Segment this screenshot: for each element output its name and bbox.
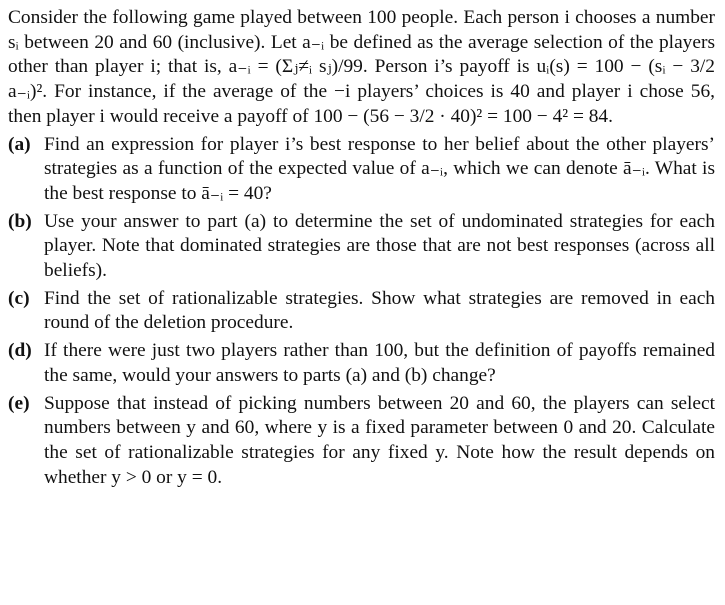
part-b-label: (b) (8, 210, 32, 232)
part-a-text: Find an expression for player i’s best response to her belief about the other players’ strategies as a function of the expected value of a₋ᵢ, which we can denote ā₋ᵢ. What is the best response to ā₋ᵢ = 40? (44, 133, 715, 204)
part-e-label: (e) (8, 392, 30, 414)
part-e (8, 392, 715, 491)
part-a (8, 133, 715, 207)
part-a-label: (a) (8, 133, 31, 155)
part-d-text: If there were just two players rather than 100, but the definition of payoffs remained the same, would your answers to parts (a) and (b) change? (44, 340, 715, 386)
part-c (8, 287, 715, 336)
part-d (8, 339, 715, 388)
part-b-text: Use your answer to part (a) to determine the set of undominated strategies for each player. Note that dominated strategies are those that are not best responses (across all beliefs). (44, 210, 715, 282)
part-c-label: (c) (8, 287, 30, 309)
part-d-label: (d) (8, 340, 32, 362)
part-c-text: Find the set of rationalizable strategies. Show what strategies are removed in each round of the deletion procedure. (44, 287, 715, 334)
part-b (8, 210, 715, 284)
problem-intro: Consider the following game played between 100 people. Each person i chooses a number sᵢ between 20 and 60 (inclusive). Let a₋ᵢ be defined as the average selection of the players other than player i; that is, a₋ᵢ = (Σⱼ≠ᵢ sⱼ)/99. Person i’s payoff is uᵢ(s) = 100 − (sᵢ − 3/2 a₋ᵢ)². For instance, if the average of the −i players’ choices is 40 and player i chose 56, then player i would receive a payoff of 100 − (56 − 3/2 · 40)² = 100 − 4² = 84. (8, 7, 715, 127)
part-e-text: Suppose that instead of picking numbers between 20 and 60, the players can select numbers between y and 60, where y is a fixed parameter between 0 and 20. Calculate the set of rationalizable strategies for any fixed y. Note how the result depends on whether y > 0 or y = 0. (44, 392, 715, 488)
